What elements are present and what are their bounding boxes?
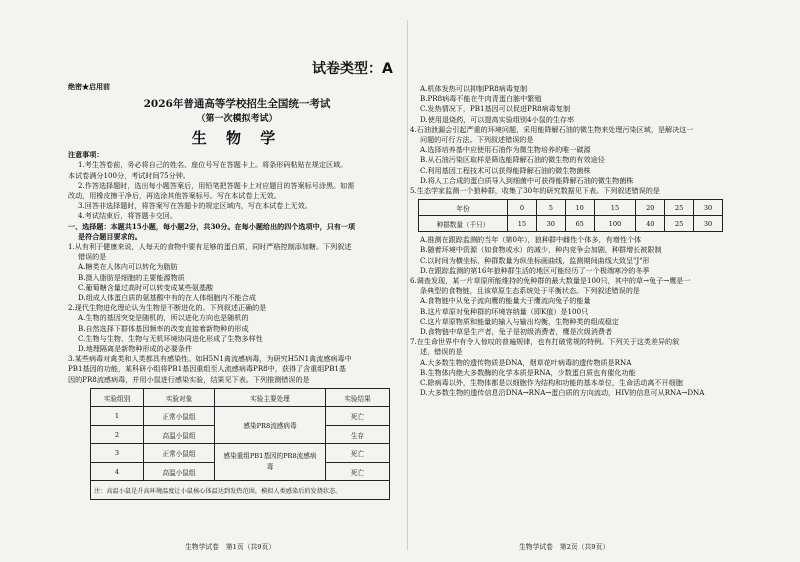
table-cell: 10 — [565, 200, 594, 216]
notice-title: 注意事项： — [68, 150, 104, 160]
table-cell: 20 — [636, 200, 665, 216]
table-cell: 15 — [508, 216, 537, 232]
option-c: C.利用基因工程技术可以获得能降解石油的微生物菌株 — [420, 165, 591, 175]
table-row-years — [419, 200, 723, 216]
wolf-population-table — [418, 199, 723, 232]
table-cell: 死亡 — [326, 444, 390, 463]
question-stem: 述，错误的是 — [420, 347, 463, 357]
page-footer-left: 生物学试卷 第1页（共9页） — [185, 543, 276, 551]
table-header-row — [91, 388, 390, 407]
table-cell: 40 — [636, 216, 665, 232]
question-stem: 6.调查发现，某一片草原所能维持的免种群的最大数量是100只，其中的草→兔子→鹰是一 — [410, 276, 691, 286]
table-cell: 正常小鼠组 — [144, 407, 215, 426]
table-header-cell: 种群数量（千只） — [419, 216, 508, 232]
notice-line: 1.考生答卷前，务必将自己的姓名、座位号写在答题卡上。将条形码粘贴在规定区域。 — [78, 160, 348, 170]
option-b: B.随着环境中资源（如食物或水）的减少，种内竞争会加剧，种群增长被限制 — [420, 245, 662, 255]
table-header-cell: 年份 — [419, 200, 508, 216]
question-stem: 条典型的食物链，且该草原生态系统处于平衡状态。下列叙述错误的是 — [420, 286, 640, 296]
table-cell: 25 — [665, 216, 694, 232]
question-5 — [410, 186, 740, 196]
option-c: C.葡萄糖含量过高时可以转变成某些氨基酸 — [78, 282, 214, 292]
option-c: C.这片草原物质和能量的输入与输出均衡，生物种类的组成稳定 — [420, 316, 619, 326]
option-d: D.食物链中草是生产者，兔子是初级消费者，鹰是次级消费者 — [420, 327, 613, 337]
secret-mark: 绝密★启用前 — [68, 82, 110, 91]
notice-line: 2.作答选择题时，选出每小题答案后，用铅笔把答题卡上对应题目的答案标号涂黑。如需 — [78, 180, 355, 190]
option-b: B.生物体内绝大多数酶的化学本质是RNA，少数蛋白质也有催化功能 — [420, 367, 636, 377]
table-cell: 100 — [594, 216, 636, 232]
table-header-cell: 实验组别 — [91, 388, 144, 407]
option-b: B.自然选择下群体基因频率的改变直接着新物种的形成 — [78, 323, 249, 333]
option-a: A.生物的基因突变是随机的，所以进化方向也是随机的 — [78, 313, 249, 323]
option-c: C.生物与生物、生物与无机环境协同进化形成了生物多样性 — [78, 333, 263, 343]
question-stem: PB1基因的功能，某科研小组将PB1基因重组至人流感病毒PR8中，获得了含重组PB1基 — [68, 364, 347, 374]
question-7 — [410, 337, 740, 398]
table-cell: 高温小鼠组 — [144, 462, 215, 481]
question-stem: 错误的是 — [78, 252, 107, 262]
notice-line: 4.考试结束后，将答题卡交回。 — [78, 211, 177, 221]
notice-line: 改动，用橡皮擦干净后，再选涂其他答案标号。写在本试卷上无效。 — [68, 191, 281, 201]
table-header-cell: 实验结果 — [326, 388, 390, 407]
question-1 — [68, 242, 406, 303]
table-row — [91, 444, 390, 463]
table-header-cell: 实验主要处理 — [215, 388, 326, 407]
option-d: D.组成人体蛋白质的氨基酸中有的在人体细胞内不能合成 — [78, 293, 256, 303]
question-stem: 因的PR8流感病毒，并用小鼠进行感染实验，结果见下表。下列推测错误的是 — [68, 374, 310, 384]
table-cell: 2 — [91, 425, 144, 444]
table-cell-treatment: 感染PR8流感病毒 — [215, 407, 326, 444]
experiment-table — [90, 388, 390, 500]
question-stem: 3.某些病毒对禽类和人类都具有感染性。如H5N1禽流感病毒，为研究H5N1禽流感病毒中 — [68, 354, 352, 364]
question-stem: 5.生态学家监测一个狼种群，收集了30年的研究数据见下表。下列叙述错误的是 — [410, 186, 660, 196]
right-page — [410, 0, 740, 562]
table-cell: 30 — [694, 200, 723, 216]
exam-title: 2026年普通高等学校招生全国统一考试 — [143, 98, 331, 111]
notice-list — [68, 160, 406, 221]
exam-subtitle: （第一次模拟考试） — [196, 114, 278, 125]
option-d: D.使用退烧药，可以提高实验组别4小鼠的生存率 — [420, 114, 575, 124]
table-cell: 0 — [508, 200, 537, 216]
table-cell: 5 — [536, 200, 565, 216]
option-c: C.发热情况下，PB1基因可以促进PR8病毒复制 — [420, 104, 571, 114]
table-cell-treatment: 感染重组PB1基因的PR8流感病毒 — [215, 444, 326, 481]
question-2 — [68, 303, 406, 354]
table-cell: 25 — [665, 200, 694, 216]
option-d: D.大多数生物的遗传信息沿DNA→RNA→蛋白质的方向流动，HIV的信息可从RNA→DNA — [420, 388, 705, 398]
table-cell: 4 — [91, 462, 144, 481]
table-row — [91, 407, 390, 426]
question-stem: 4.石油泄漏会引起严重的环境问题，采用能降解石油的微生物来处理污染区域，是解决这一 — [410, 124, 694, 134]
table-cell: 1 — [91, 407, 144, 426]
option-a: A.食物链中从兔子流向鹰的能量大于鹰流向兔子的能量 — [420, 296, 591, 306]
table-cell: 死亡 — [326, 462, 390, 481]
table-cell: 65 — [565, 216, 594, 232]
question-stem: 2.现代生物进化理论认为生物是不断进化的。下列叙述正确的是 — [68, 303, 267, 313]
option-c: C.除病毒以外，生物体都是以细胞作为结构和功能的基本单位，生命活动离不开细胞 — [420, 378, 683, 388]
question-4 — [410, 125, 740, 186]
table-note: 注：高温小鼠是升高环境温度让小鼠核心体温达到发热范围，模拟人类感染后的发烧状态。 — [91, 481, 390, 500]
table-cell: 生存 — [326, 425, 390, 444]
option-a: A.推测在跟踪监测的当年（第0年），狼种群中雌性个体多，有增性个体 — [420, 235, 642, 245]
option-b: B.从石油污染区取样是筛选能降解石油的微生物的有效途径 — [420, 155, 605, 165]
option-d: D.将人工合成的蛋白质导入到细菌中可获得能降解石油的微生物菌株 — [420, 175, 634, 185]
option-a: A.糖类在人体内可以转化为脂肪 — [78, 262, 178, 272]
notice-line: 本试卷满分100分，考试时间75分钟。 — [68, 170, 190, 180]
page-footer-right: 生物学试卷 第2页（共9页） — [519, 543, 610, 551]
table-cell: 30 — [694, 216, 723, 232]
question-3 — [68, 354, 406, 385]
table-note-row — [91, 481, 390, 500]
option-a: A.选择培养基中应使用石油作为微生物培养的唯一碳源 — [420, 145, 591, 155]
paper-type-label: 试卷类型：A — [312, 61, 393, 77]
option-a: A.机体发热可以抑制PR8病毒复制 — [420, 84, 528, 93]
table-cell: 15 — [594, 200, 636, 216]
table-row-counts — [419, 216, 723, 232]
option-a: A.大多数生物的遗传物质是DNA，烟草花叶病毒的遗传物质是RNA — [420, 357, 632, 367]
question-stem: 7.在生命世界中有令人惊叹的普遍规律，也有打破常规的特例。下列关于这类差异的叙 — [410, 337, 680, 347]
notice-line: 3.回答非选择题时，将答案写在答题卡的规定区域内，写在本试卷上无效。 — [78, 201, 312, 211]
left-page — [68, 0, 406, 562]
table-cell: 3 — [91, 444, 144, 463]
option-d: D.在跟踪监测的第16年狼种群生活的地区可能经历了一个极端寒冷的冬季 — [420, 265, 650, 275]
section-heading: 一、选择题：本题共15小题，每小题2分，共30分。在每小题给出的四个选项中，只有一项 — [68, 221, 356, 231]
question-6 — [410, 276, 740, 337]
question-stem: 1.从有利于健康来说，人每天的食物中要有足够的蛋白质，同时严格控制添加糖。下列叙述 — [68, 242, 352, 252]
option-b: B.摄入脂肪是细胞的主要能源物质 — [78, 272, 185, 282]
table-cell: 高温小鼠组 — [144, 425, 215, 444]
table-header-cell: 实验对象 — [144, 388, 215, 407]
option-c: C.以时间为横坐标，种群数量为纵坐标画曲线，监测期间曲线大致呈"J"形 — [420, 255, 650, 265]
question-stem: 问题的可行方法。下列叙述错误的是 — [420, 135, 534, 145]
page-fold-divider — [407, 20, 408, 550]
option-b: B.PR8病毒不能在牛肉青蛋白胨中繁殖 — [420, 94, 542, 104]
question-5-options — [410, 235, 740, 276]
option-b: B.这片草原对兔种群的环境容纳量（即K值）是100只 — [420, 306, 589, 316]
section-heading-cont: 是符合题目要求的。 — [78, 231, 142, 241]
option-d: D.地理隔离是新物种形成的必要条件 — [78, 344, 193, 354]
table-cell: 正常小鼠组 — [144, 444, 215, 463]
subject-title: 生 物 学 — [191, 129, 283, 148]
table-cell: 死亡 — [326, 407, 390, 426]
question-3-options — [410, 84, 740, 125]
table-cell: 30 — [536, 216, 565, 232]
